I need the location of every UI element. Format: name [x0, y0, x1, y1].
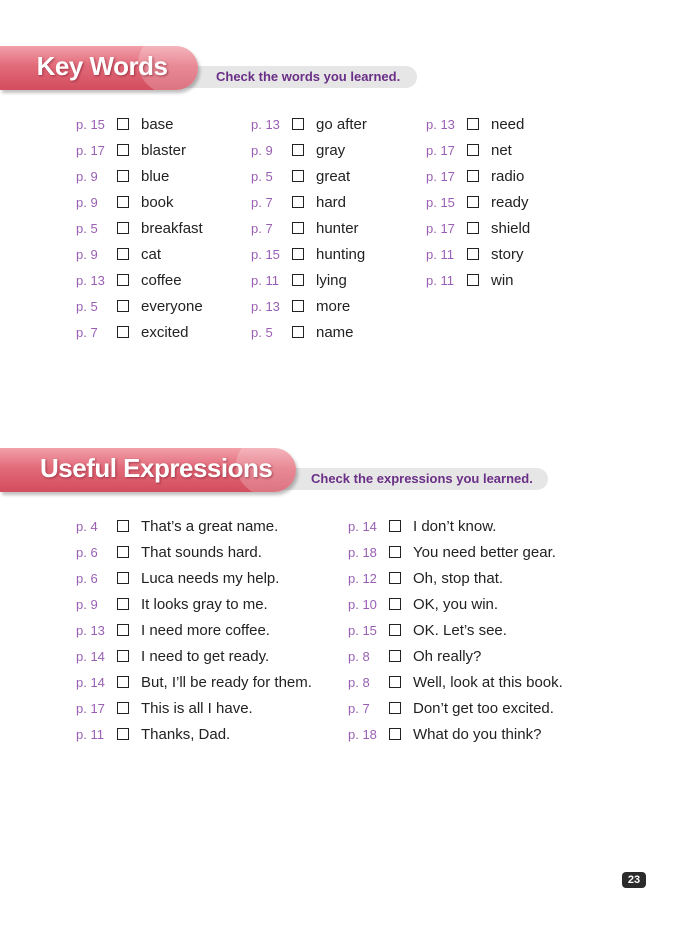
key-word: cat — [141, 245, 162, 263]
key-word: win — [491, 271, 514, 289]
list-item — [348, 643, 563, 669]
page-reference: p. 15 — [251, 246, 280, 262]
key-word: base — [141, 115, 174, 133]
checkbox[interactable] — [467, 118, 479, 130]
key-word: blaster — [141, 141, 187, 159]
page-reference: p. 11 — [426, 272, 454, 288]
expression: OK, you win. — [413, 595, 499, 613]
page-reference: p. 9 — [251, 142, 273, 158]
key-words-header — [0, 46, 430, 96]
checkbox[interactable] — [117, 546, 129, 558]
expression: I don’t know. — [413, 517, 497, 535]
checkbox[interactable] — [467, 248, 479, 260]
page-reference: p. 7 — [251, 194, 273, 210]
list-item — [426, 241, 530, 267]
checkbox[interactable] — [117, 572, 129, 584]
page-reference: p. 18 — [348, 726, 377, 742]
page-reference: p. 6 — [76, 544, 98, 560]
checkbox[interactable] — [117, 520, 129, 532]
list-item — [348, 539, 563, 565]
key-word: great — [316, 167, 351, 185]
page-reference: p. 9 — [76, 596, 98, 612]
checkbox[interactable] — [389, 624, 401, 636]
checkbox[interactable] — [389, 702, 401, 714]
key-words-column-1 — [76, 111, 203, 345]
checkbox[interactable] — [117, 676, 129, 688]
checkbox[interactable] — [292, 326, 304, 338]
list-item — [76, 267, 203, 293]
key-word: breakfast — [141, 219, 203, 237]
list-item — [251, 293, 367, 319]
list-item — [348, 721, 563, 747]
list-item — [76, 591, 312, 617]
expression: But, I’ll be ready for them. — [141, 673, 312, 691]
page-reference: p. 15 — [76, 116, 105, 132]
expression: This is all I have. — [141, 699, 253, 717]
key-word: net — [491, 141, 512, 159]
checkbox[interactable] — [467, 222, 479, 234]
expression: Oh, stop that. — [413, 569, 504, 587]
page-reference: p. 8 — [348, 648, 370, 664]
list-item — [426, 163, 530, 189]
useful-expressions-column-2 — [348, 513, 563, 747]
expression: That sounds hard. — [141, 543, 262, 561]
page-reference: p. 13 — [251, 116, 280, 132]
key-word: hunting — [316, 245, 366, 263]
list-item — [251, 137, 367, 163]
page-reference: p. 17 — [76, 142, 105, 158]
key-word: name — [316, 323, 354, 341]
expression: I need more coffee. — [141, 621, 270, 639]
list-item — [348, 669, 563, 695]
list-item — [348, 617, 563, 643]
key-word: gray — [316, 141, 346, 159]
page-reference: p. 17 — [426, 220, 455, 236]
list-item — [426, 137, 530, 163]
page-reference: p. 13 — [251, 298, 280, 314]
key-word: lying — [316, 271, 347, 289]
key-word: hunter — [316, 219, 359, 237]
page-reference: p. 11 — [76, 726, 104, 742]
checkbox[interactable] — [117, 300, 129, 312]
checkbox[interactable] — [292, 170, 304, 182]
page-reference: p. 17 — [426, 142, 455, 158]
checkbox[interactable] — [292, 274, 304, 286]
list-item — [426, 111, 530, 137]
key-words-column-3 — [426, 111, 530, 293]
useful-expressions-title: Useful Expressions — [40, 453, 273, 483]
key-word: book — [141, 193, 174, 211]
list-item — [76, 617, 312, 643]
page-reference: p. 13 — [76, 622, 105, 638]
list-item — [76, 643, 312, 669]
useful-expressions-instruction: Check the expressions you learned. — [311, 471, 533, 486]
page-reference: p. 7 — [76, 324, 98, 340]
page-reference: p. 13 — [426, 116, 455, 132]
list-item — [426, 267, 530, 293]
page-reference: p. 10 — [348, 596, 377, 612]
expression: You need better gear. — [413, 543, 556, 561]
checkbox[interactable] — [389, 572, 401, 584]
page-reference: p. 7 — [251, 220, 273, 236]
expression: What do you think? — [413, 725, 542, 743]
key-word: coffee — [141, 271, 182, 289]
page-reference: p. 13 — [76, 272, 105, 288]
list-item — [76, 137, 203, 163]
list-item — [251, 189, 367, 215]
list-item — [76, 565, 312, 591]
key-word: shield — [491, 219, 531, 237]
page-reference: p. 11 — [251, 272, 279, 288]
useful-expressions-column-1 — [76, 513, 312, 747]
page-reference: p. 7 — [348, 700, 370, 716]
list-item — [76, 539, 312, 565]
expression: I need to get ready. — [141, 647, 270, 665]
expression: Thanks, Dad. — [141, 725, 231, 743]
checkbox[interactable] — [389, 676, 401, 688]
list-item — [76, 293, 203, 319]
key-word: more — [316, 297, 351, 315]
page-reference: p. 5 — [251, 324, 273, 340]
page-reference: p. 8 — [348, 674, 370, 690]
page-reference: p. 17 — [426, 168, 455, 184]
list-item — [76, 189, 203, 215]
expression: Don’t get too excited. — [413, 699, 554, 717]
expression: Luca needs my help. — [141, 569, 280, 587]
key-word: blue — [141, 167, 170, 185]
list-item — [426, 189, 530, 215]
list-item — [76, 319, 203, 345]
checkbox[interactable] — [117, 598, 129, 610]
list-item — [251, 111, 367, 137]
page-reference: p. 5 — [76, 220, 98, 236]
page-reference: p. 14 — [348, 518, 377, 534]
list-item — [426, 215, 530, 241]
checkbox[interactable] — [389, 598, 401, 610]
list-item — [76, 669, 312, 695]
checkbox[interactable] — [117, 326, 129, 338]
list-item — [76, 721, 312, 747]
page-reference: p. 14 — [76, 648, 105, 664]
key-word: story — [491, 245, 524, 263]
checkbox[interactable] — [467, 144, 479, 156]
expression: It looks gray to me. — [141, 595, 268, 613]
checkbox[interactable] — [117, 248, 129, 260]
page-reference: p. 9 — [76, 168, 98, 184]
page-reference: p. 11 — [426, 246, 454, 262]
page-reference: p. 4 — [76, 518, 98, 534]
checkbox[interactable] — [292, 144, 304, 156]
checkbox[interactable] — [117, 624, 129, 636]
page-reference: p. 12 — [348, 570, 377, 586]
useful-expressions-header — [0, 448, 560, 498]
checkbox[interactable] — [117, 650, 129, 662]
page-reference: p. 9 — [76, 246, 98, 262]
key-words-column-2 — [251, 111, 367, 345]
checkbox[interactable] — [292, 222, 304, 234]
checkbox[interactable] — [117, 728, 129, 740]
list-item — [348, 513, 563, 539]
page-reference: p. 9 — [76, 194, 98, 210]
checkbox[interactable] — [117, 222, 129, 234]
list-item — [251, 241, 367, 267]
page-reference: p. 18 — [348, 544, 377, 560]
key-word: ready — [491, 193, 529, 211]
page-reference: p. 5 — [76, 298, 98, 314]
key-words-title: Key Words — [36, 51, 168, 81]
expression: OK. Let’s see. — [413, 621, 507, 639]
list-item — [76, 241, 203, 267]
page-reference: p. 14 — [76, 674, 105, 690]
list-item — [76, 111, 203, 137]
checkbox[interactable] — [117, 274, 129, 286]
list-item — [348, 565, 563, 591]
list-item — [348, 695, 563, 721]
list-item — [251, 319, 367, 345]
page-reference: p. 5 — [251, 168, 273, 184]
key-words-instruction: Check the words you learned. — [216, 69, 401, 84]
key-word: go after — [316, 115, 367, 133]
list-item — [76, 513, 312, 539]
list-item — [76, 163, 203, 189]
checkbox[interactable] — [389, 520, 401, 532]
checkbox[interactable] — [292, 248, 304, 260]
key-word: hard — [316, 193, 347, 211]
checkbox[interactable] — [117, 702, 129, 714]
list-item — [76, 695, 312, 721]
page-reference: p. 17 — [76, 700, 105, 716]
checkbox[interactable] — [117, 196, 129, 208]
page-number: 23 — [622, 872, 646, 888]
list-item — [251, 215, 367, 241]
checkbox[interactable] — [467, 196, 479, 208]
expression: Oh really? — [413, 647, 482, 665]
key-words-banner — [0, 46, 198, 90]
list-item — [348, 591, 563, 617]
page-reference: p. 6 — [76, 570, 98, 586]
useful-expressions-banner — [0, 448, 296, 492]
checkbox[interactable] — [292, 300, 304, 312]
checkbox[interactable] — [389, 650, 401, 662]
checkbox[interactable] — [389, 546, 401, 558]
checkbox[interactable] — [467, 274, 479, 286]
checkbox[interactable] — [117, 118, 129, 130]
expression: That’s a great name. — [141, 517, 279, 535]
page-reference: p. 15 — [348, 622, 377, 638]
list-item — [251, 163, 367, 189]
expression: Well, look at this book. — [413, 673, 563, 691]
page-reference: p. 15 — [426, 194, 455, 210]
checkbox[interactable] — [292, 118, 304, 130]
key-word: excited — [141, 323, 189, 341]
checkbox[interactable] — [467, 170, 479, 182]
key-word: need — [491, 115, 525, 133]
list-item — [251, 267, 367, 293]
checkbox[interactable] — [117, 170, 129, 182]
checkbox[interactable] — [292, 196, 304, 208]
checkbox[interactable] — [117, 144, 129, 156]
checkbox[interactable] — [389, 728, 401, 740]
list-item — [76, 215, 203, 241]
key-word: everyone — [141, 297, 203, 315]
key-word: radio — [491, 167, 525, 185]
